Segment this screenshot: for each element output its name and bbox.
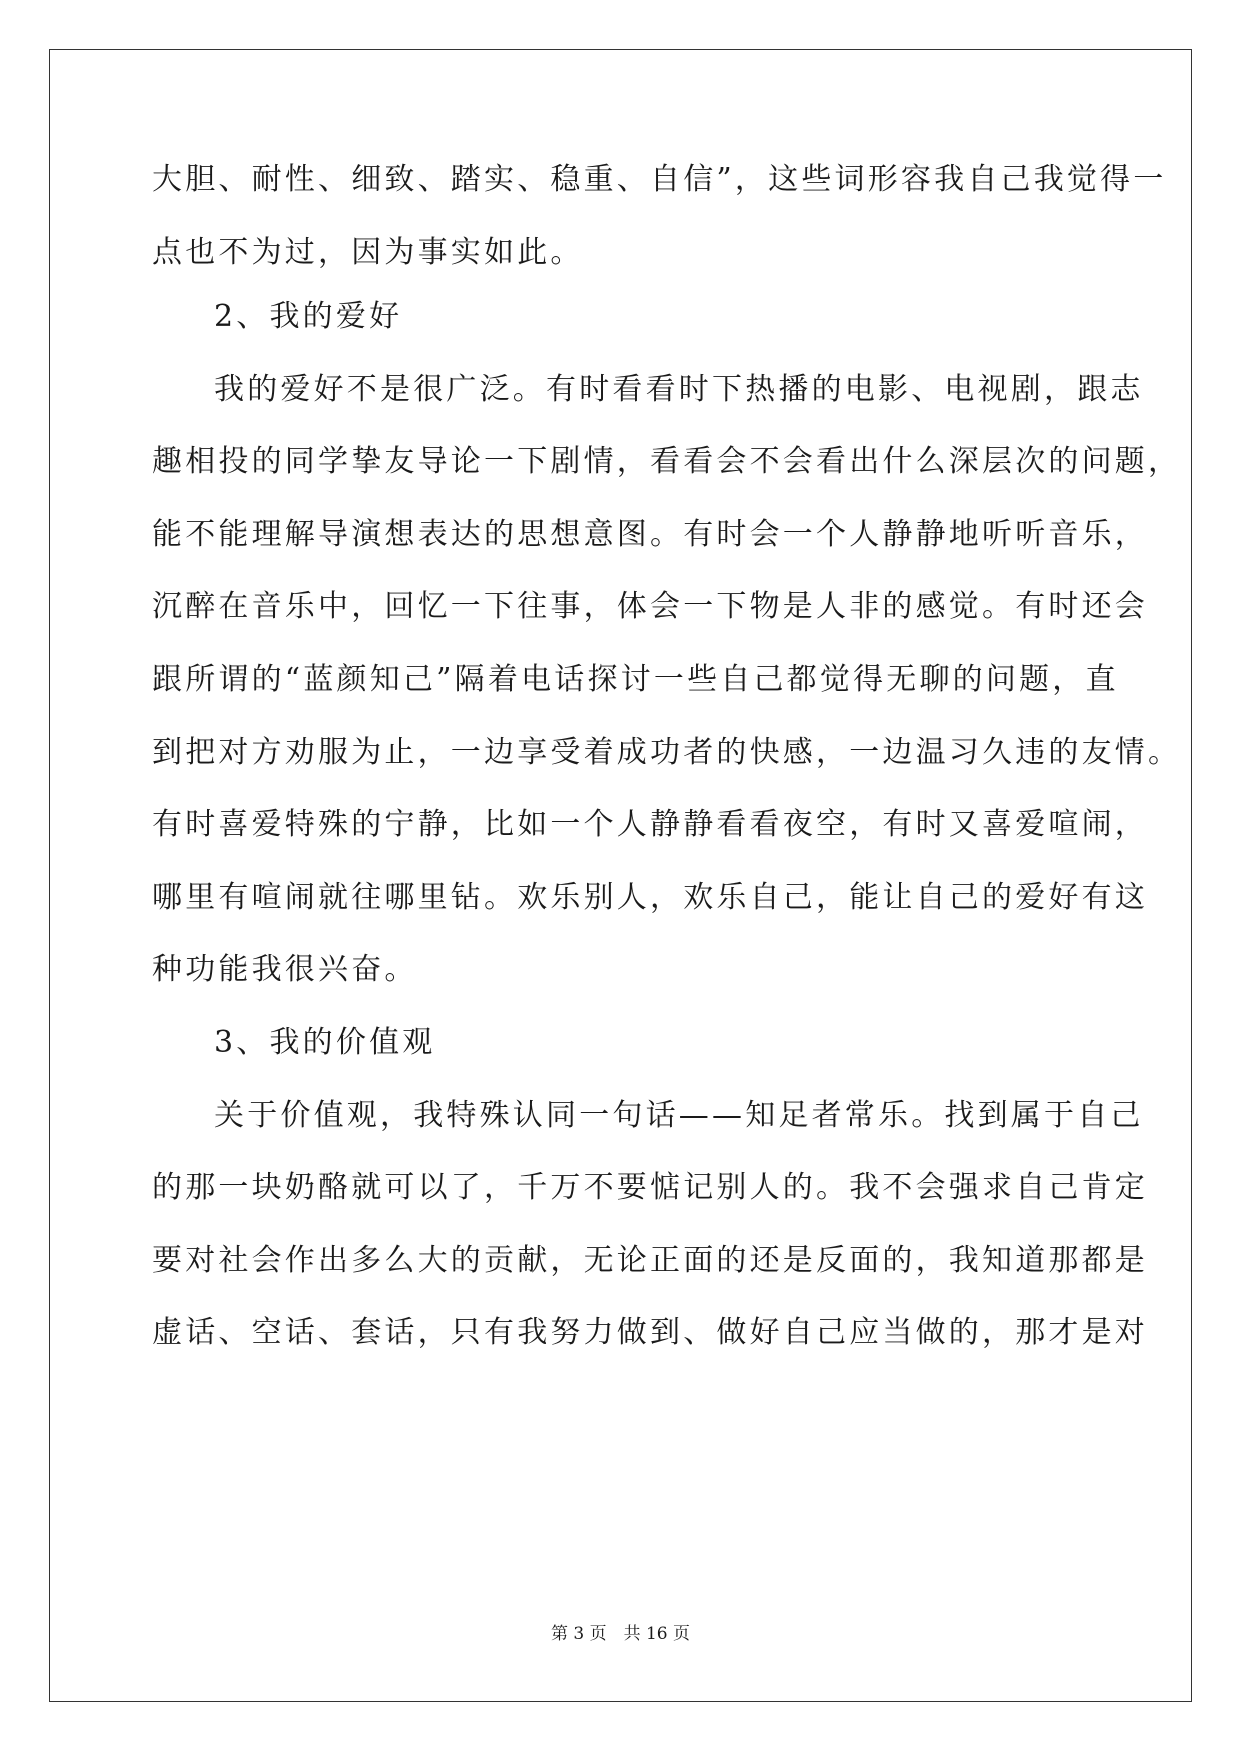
text-line: 点也不为过，因为事实如此。	[152, 235, 584, 270]
text-line: 到把对方劝服为止，一边享受着成功者的快感，一边温习久违的友情。	[152, 735, 1182, 770]
text-line: 虚话、空话、套话，只有我努力做到、做好自己应当做的，那才是对	[152, 1315, 1148, 1350]
text-line: 沉醉在音乐中，回忆一下往事，体会一下物是人非的感觉。有时还会	[152, 589, 1148, 624]
text-line: 关于价值观，我特殊认同一句话——知足者常乐。找到属于自己	[214, 1098, 1144, 1133]
text-line: 跟所谓的“蓝颜知己”隔着电话探讨一些自己都觉得无聊的问题，直	[152, 662, 1119, 697]
text-line: 的那一块奶酪就可以了，千万不要惦记别人的。我不会强求自己肯定	[152, 1170, 1148, 1205]
section-heading-hobbies: 2、我的爱好	[214, 299, 403, 334]
text-line: 种功能我很兴奋。	[152, 952, 418, 987]
text-line: 有时喜爱特殊的宁静，比如一个人静静看看夜空，有时又喜爱喧闹，	[152, 807, 1148, 842]
text-line: 要对社会作出多么大的贡献，无论正面的还是反面的，我知道那都是	[152, 1243, 1148, 1278]
text-line: 大胆、耐性、细致、踏实、稳重、自信”，这些词形容我自己我觉得一	[152, 162, 1167, 197]
page-number: 第 3 页 共 16 页	[550, 1624, 691, 1644]
section-heading-values: 3、我的价值观	[214, 1025, 436, 1060]
text-line: 趣相投的同学挚友导论一下剧情，看看会不会看出什么深层次的问题，	[152, 444, 1182, 479]
text-line: 我的爱好不是很广泛。有时看看时下热播的电影、电视剧，跟志	[214, 372, 1144, 407]
text-line: 能不能理解导演想表达的思想意图。有时会一个人静静地听听音乐，	[152, 517, 1148, 552]
text-line: 哪里有喧闹就往哪里钻。欢乐别人，欢乐自己，能让自己的爱好有这	[152, 880, 1148, 915]
